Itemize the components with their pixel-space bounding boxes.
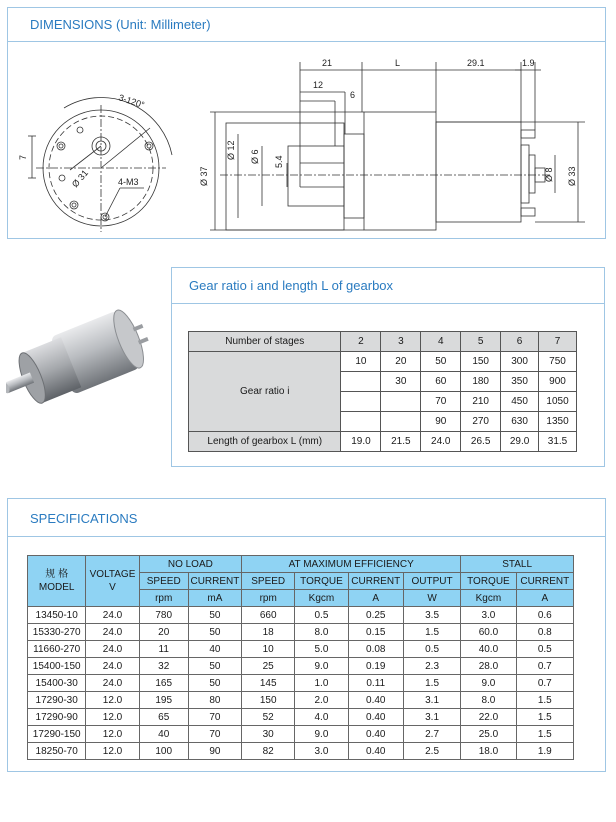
length-cell: 21.5 <box>381 432 421 452</box>
unit-cell: rpm <box>242 590 295 607</box>
ratio-cell <box>341 412 381 432</box>
model-cell: 11660-270 <box>28 641 86 658</box>
dim-21-label: 21 <box>322 58 333 68</box>
subheader-cell: CURRENT <box>348 573 403 590</box>
spec-cell: 12.0 <box>86 709 139 726</box>
spec-row <box>28 692 574 709</box>
spec-cell: 0.11 <box>348 675 403 692</box>
spec-cell: 12.0 <box>86 692 139 709</box>
specifications-title: SPECIFICATIONS <box>8 499 605 537</box>
spec-cell: 1.5 <box>403 675 460 692</box>
stages-row <box>189 332 577 352</box>
side-view <box>210 62 585 230</box>
spec-cell: 80 <box>188 692 241 709</box>
spec-cell: 32 <box>139 658 188 675</box>
dim-5-4-label: 5.4 <box>274 155 284 168</box>
spec-cell: 0.15 <box>348 624 403 641</box>
no-load-header: NO LOAD <box>139 556 241 573</box>
ratio-cell: 180 <box>461 372 501 392</box>
ratio-cell: 30 <box>381 372 421 392</box>
gear-ratio-table <box>188 331 577 452</box>
spec-cell: 1.9 <box>516 743 573 760</box>
dim-12-label: 12 <box>313 80 324 90</box>
subheader-cell: CURRENT <box>188 573 241 590</box>
length-label: Length of gearbox L (mm) <box>189 432 341 452</box>
motor-photo <box>6 298 156 438</box>
ratio-cell <box>381 412 421 432</box>
spec-cell: 24.0 <box>86 641 139 658</box>
spec-cell: 3.1 <box>403 709 460 726</box>
ratio-cell: 60 <box>421 372 461 392</box>
unit-cell: mA <box>188 590 241 607</box>
spec-cell: 5.0 <box>295 641 348 658</box>
spec-cell: 9.0 <box>295 658 348 675</box>
spec-cell: 30 <box>242 726 295 743</box>
spec-cell: 4.0 <box>295 709 348 726</box>
spec-cell: 2.7 <box>403 726 460 743</box>
spec-cell: 1.5 <box>516 726 573 743</box>
group-header-row <box>28 556 574 573</box>
voltage-header <box>86 556 139 607</box>
spec-cell: 82 <box>242 743 295 760</box>
unit-cell: Kgcm <box>295 590 348 607</box>
ratio-cell <box>341 392 381 412</box>
spec-cell: 2.5 <box>403 743 460 760</box>
dim-7-label: 7 <box>18 154 28 160</box>
spec-cell: 0.7 <box>516 675 573 692</box>
spec-cell: 2.3 <box>403 658 460 675</box>
subheader-cell: SPEED <box>139 573 188 590</box>
ratio-cell: 450 <box>501 392 539 412</box>
spec-cell: 24.0 <box>86 607 139 624</box>
ratio-cell: 20 <box>381 352 421 372</box>
model-cell: 18250-70 <box>28 743 86 760</box>
model-cell: 17290-150 <box>28 726 86 743</box>
dim-33-label: Ø 33 <box>567 166 577 186</box>
spec-cell: 660 <box>242 607 295 624</box>
ratio-cell: 70 <box>421 392 461 412</box>
dim-37-label: Ø 37 <box>199 166 209 186</box>
spec-cell: 0.5 <box>403 641 460 658</box>
length-cell: 26.5 <box>461 432 501 452</box>
spec-cell: 0.5 <box>516 641 573 658</box>
spec-cell: 0.08 <box>348 641 403 658</box>
spec-cell: 60.0 <box>461 624 516 641</box>
ratio-cell <box>381 392 421 412</box>
dim-6-dia-label: Ø 6 <box>250 149 260 164</box>
spec-cell: 20 <box>139 624 188 641</box>
spec-cell: 0.40 <box>348 726 403 743</box>
spec-cell: 3.1 <box>403 692 460 709</box>
spec-cell: 145 <box>242 675 295 692</box>
subheader-cell: CURRENT <box>516 573 573 590</box>
length-row <box>189 432 577 452</box>
spec-cell: 1.5 <box>516 692 573 709</box>
ratio-cell: 270 <box>461 412 501 432</box>
spec-cell: 0.25 <box>348 607 403 624</box>
subheader-cell: OUTPUT <box>403 573 460 590</box>
spec-cell: 0.40 <box>348 692 403 709</box>
spec-cell: 18.0 <box>461 743 516 760</box>
spec-cell: 70 <box>188 726 241 743</box>
unit-cell: W <box>403 590 460 607</box>
spec-row <box>28 709 574 726</box>
stage-cell: 4 <box>421 332 461 352</box>
specifications-body <box>28 607 574 760</box>
spec-cell: 65 <box>139 709 188 726</box>
subheader-cell: TORQUE <box>295 573 348 590</box>
max-efficiency-header: AT MAXIMUM EFFICIENCY <box>242 556 461 573</box>
ratio-cell: 300 <box>501 352 539 372</box>
dimension-drawing <box>0 0 616 240</box>
dim-6-label: 6 <box>350 90 356 100</box>
stages-label: Number of stages <box>189 332 341 352</box>
subheader-cell: SPEED <box>242 573 295 590</box>
front-view <box>28 97 172 232</box>
spec-row <box>28 675 574 692</box>
length-cell: 31.5 <box>539 432 577 452</box>
spec-cell: 90 <box>188 743 241 760</box>
ratio-cell: 750 <box>539 352 577 372</box>
stage-cell: 2 <box>341 332 381 352</box>
spec-cell: 0.8 <box>516 624 573 641</box>
model-cell: 15400-30 <box>28 675 86 692</box>
ratio-cell: 630 <box>501 412 539 432</box>
spec-cell: 18 <box>242 624 295 641</box>
length-cell: 29.0 <box>501 432 539 452</box>
spec-cell: 165 <box>139 675 188 692</box>
voltage-label: VOLTAGE <box>89 569 136 580</box>
spec-cell: 3.0 <box>461 607 516 624</box>
model-cell: 15400-150 <box>28 658 86 675</box>
model-cn: 规 格 <box>45 569 69 580</box>
spec-cell: 50 <box>188 624 241 641</box>
ratio-cell: 900 <box>539 372 577 392</box>
spec-cell: 40 <box>139 726 188 743</box>
stage-cell: 6 <box>501 332 539 352</box>
model-cell: 15330-270 <box>28 624 86 641</box>
spec-row <box>28 624 574 641</box>
spec-cell: 1.5 <box>516 709 573 726</box>
ratio-cell: 10 <box>341 352 381 372</box>
ratio-cell <box>341 372 381 392</box>
dim-29-label: 29.1 <box>467 58 485 68</box>
spec-cell: 9.0 <box>461 675 516 692</box>
spec-cell: 24.0 <box>86 658 139 675</box>
spec-cell: 11 <box>139 641 188 658</box>
ratio-cell: 350 <box>501 372 539 392</box>
spec-cell: 1.0 <box>295 675 348 692</box>
unit-cell: A <box>348 590 403 607</box>
ratio-cell: 150 <box>461 352 501 372</box>
spec-cell: 100 <box>139 743 188 760</box>
spec-row <box>28 607 574 624</box>
spec-cell: 52 <box>242 709 295 726</box>
voltage-unit: V <box>109 582 116 593</box>
stage-cell: 3 <box>381 332 421 352</box>
stage-cell: 5 <box>461 332 501 352</box>
ratio-label: Gear ratio i <box>189 352 341 432</box>
spec-cell: 70 <box>188 709 241 726</box>
dim-1-9-label: 1.9 <box>522 58 535 68</box>
spec-row <box>28 726 574 743</box>
spec-cell: 10 <box>242 641 295 658</box>
ratio-cell: 50 <box>421 352 461 372</box>
spec-cell: 25.0 <box>461 726 516 743</box>
model-en: MODEL <box>38 582 75 593</box>
spec-cell: 12.0 <box>86 726 139 743</box>
ratio-cell: 210 <box>461 392 501 412</box>
spec-cell: 3.5 <box>403 607 460 624</box>
dim-L-label: L <box>395 58 401 68</box>
spec-cell: 40.0 <box>461 641 516 658</box>
spec-cell: 195 <box>139 692 188 709</box>
spec-cell: 24.0 <box>86 675 139 692</box>
unit-cell: rpm <box>139 590 188 607</box>
ratio-row <box>189 352 577 372</box>
length-cell: 24.0 <box>421 432 461 452</box>
spec-cell: 0.7 <box>516 658 573 675</box>
length-cell: 19.0 <box>341 432 381 452</box>
spec-cell: 40 <box>188 641 241 658</box>
model-cell: 13450-10 <box>28 607 86 624</box>
spec-cell: 0.5 <box>295 607 348 624</box>
spec-cell: 50 <box>188 658 241 675</box>
spec-cell: 9.0 <box>295 726 348 743</box>
spec-cell: 50 <box>188 675 241 692</box>
unit-cell: Kgcm <box>461 590 516 607</box>
spec-cell: 28.0 <box>461 658 516 675</box>
model-cell: 17290-30 <box>28 692 86 709</box>
spec-cell: 24.0 <box>86 624 139 641</box>
spec-cell: 8.0 <box>461 692 516 709</box>
dim-8-label: Ø 8 <box>544 167 554 182</box>
spec-cell: 3.0 <box>295 743 348 760</box>
dim-31-label: Ø 31 <box>69 167 91 190</box>
gear-ratio-title: Gear ratio i and length L of gearbox <box>172 268 604 304</box>
spec-cell: 0.19 <box>348 658 403 675</box>
dimensions-title: DIMENSIONS (Unit: Millimeter) <box>8 8 605 42</box>
spec-cell: 50 <box>188 607 241 624</box>
spec-cell: 780 <box>139 607 188 624</box>
model-cell: 17290-90 <box>28 709 86 726</box>
subheader-cell: TORQUE <box>461 573 516 590</box>
spec-cell: 8.0 <box>295 624 348 641</box>
spec-cell: 0.6 <box>516 607 573 624</box>
unit-cell: A <box>516 590 573 607</box>
spec-row <box>28 743 574 760</box>
spec-cell: 25 <box>242 658 295 675</box>
spec-cell: 22.0 <box>461 709 516 726</box>
ratio-cell: 90 <box>421 412 461 432</box>
spec-cell: 0.40 <box>348 743 403 760</box>
dim-12-dia-label: Ø 12 <box>226 140 236 160</box>
spec-cell: 0.40 <box>348 709 403 726</box>
model-header <box>28 556 86 607</box>
specifications-table <box>27 555 574 760</box>
spec-cell: 2.0 <box>295 692 348 709</box>
m3-label: 4-M3 <box>118 177 139 187</box>
ratio-cell: 1350 <box>539 412 577 432</box>
spec-cell: 12.0 <box>86 743 139 760</box>
angle-label: 3-120° <box>117 92 146 111</box>
stage-cell: 7 <box>539 332 577 352</box>
spec-cell: 1.5 <box>403 624 460 641</box>
spec-row <box>28 658 574 675</box>
ratio-cell: 1050 <box>539 392 577 412</box>
spec-cell: 150 <box>242 692 295 709</box>
stall-header: STALL <box>461 556 574 573</box>
spec-row <box>28 641 574 658</box>
